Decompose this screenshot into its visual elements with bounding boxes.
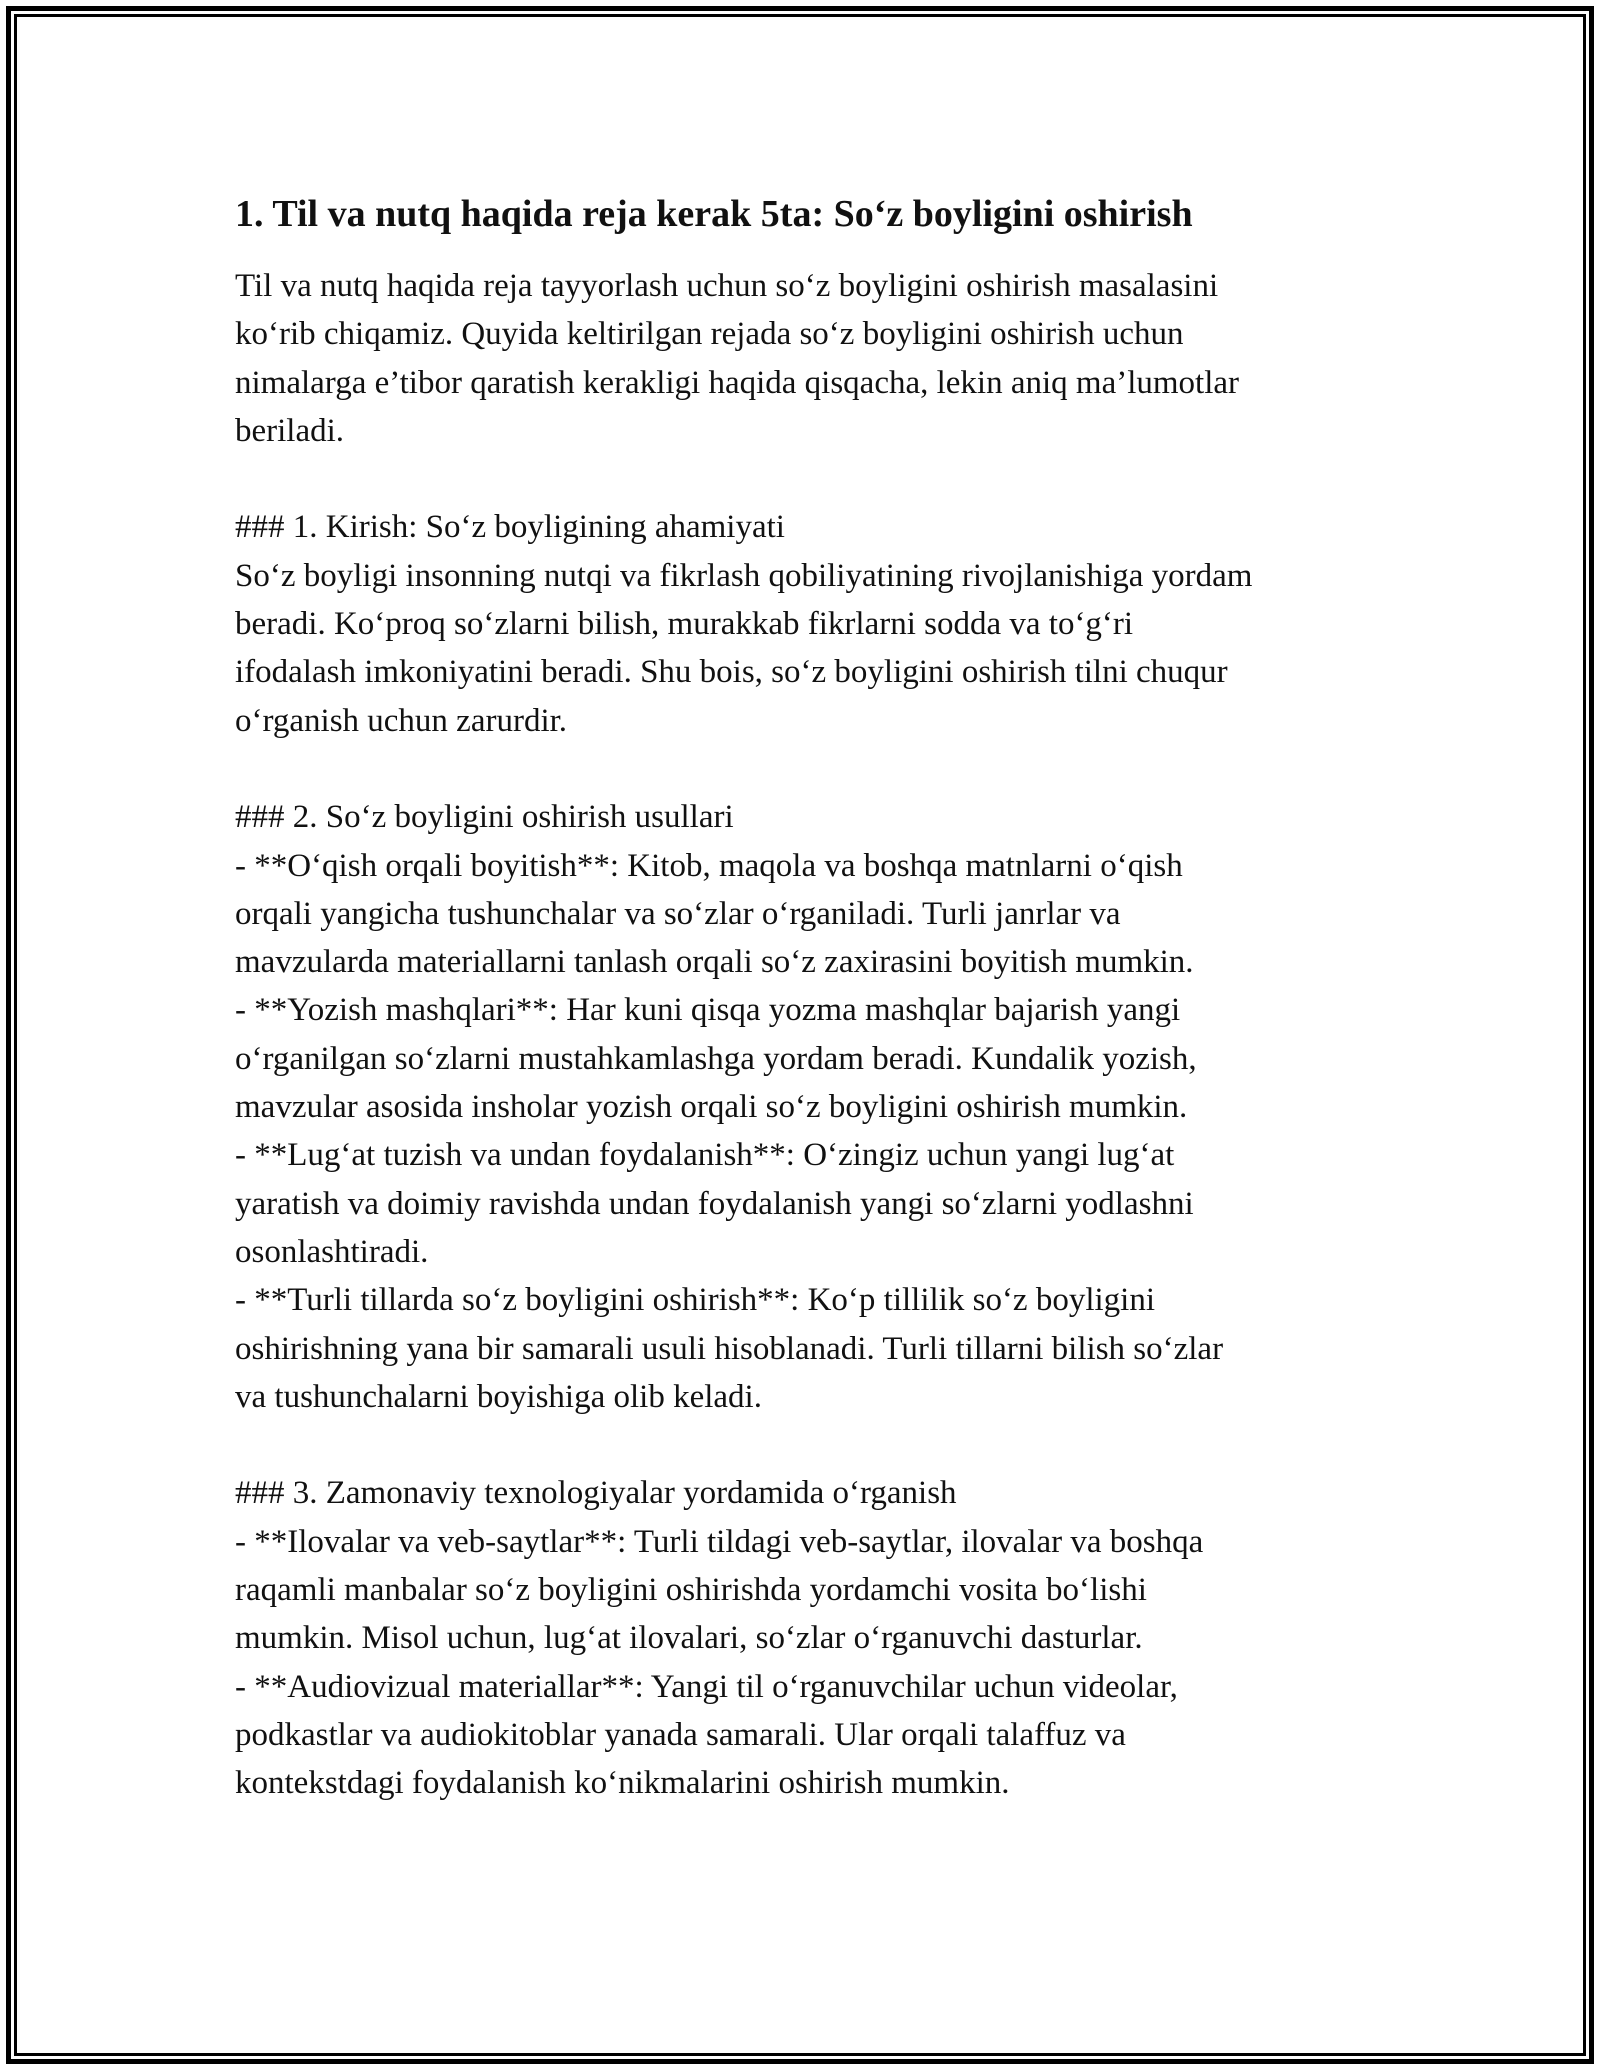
section-2: ### 2. So‘z boyligini oshirish usullari - **O‘qish orqali boyitish**: Kitob, maqola va boshqa matnlarni o‘qish orqali yangicha tushunchalar va so‘zlar o‘rganiladi. Turli janrlar va mavzularda materiallarni tanlash orqali so‘z zaxirasini boyitish mumkin. - **Yozish mashqlari**: Har kuni qisqa yozma mashqlar bajarish yangi o‘rganilgan so‘zlarni mustahkamlashga yordam beradi. Kundalik yozish, mavzular asosida insholar yozish orqali so‘z boyligini oshirish mumkin. - **Lug‘at tuzish va undan foydalanish**: O‘zingiz uchun yangi lug‘at yaratish va doimiy ravishda undan foydalanish yangi so‘zlarni yodlashni osonlashtiradi. - **Turli tillarda so‘z boyligini oshirish**: Ko‘p tillilik so‘z boyligini oshirishning yana bir samarali usuli hisoblanadi. Turli tillarni bilish so‘zlar va tushunchalarni boyishiga olib keladi. bbox=[235, 799, 1224, 1415]
document-body bbox=[235, 190, 1370, 1808]
spacer-line bbox=[235, 745, 1370, 793]
document-title: 1. Til va nutq haqida reja kerak 5ta: So‘z boyligini oshirish bbox=[235, 193, 1193, 235]
spacer-line bbox=[235, 455, 1370, 503]
section-3: ### 3. Zamonaviy texnologiyalar yordamida o‘rganish - **Ilovalar va veb-saytlar**: Turli tildagi veb-saytlar, ilovalar va boshqa raqamli manbalar so‘z boyligini oshirishda yordamchi vosita bo‘lishi mumkin. Misol uchun, lug‘at ilovalari, so‘zlar o‘rganuvchi dasturlar. - **Audiovizual materiallar**: Yangi til o‘rganuvchilar uchun videolar, podkastlar va audiokitoblar yanada samarali. Ular orqali talaffuz va kontekstdagi foydalanish ko‘nikmalarini oshirish mumkin. bbox=[235, 1475, 1204, 1802]
intro-paragraph: Til va nutq haqida reja tayyorlash uchun so‘z boyligini oshirish masalasini ko‘rib chiqamiz. Quyida keltirilgan rejada so‘z boyligini oshirish uchun nimalarga e’tibor qaratish kerakligi haqida qisqacha, lekin aniq ma’lumotlar beriladi. bbox=[235, 268, 1240, 449]
spacer-line bbox=[235, 1421, 1370, 1469]
section-1: ### 1. Kirish: So‘z boyligining ahamiyati So‘z boyligi insonning nutqi va fikrlash qobiliyatining rivojlanishiga yordam beradi. Ko‘proq so‘zlarni bilish, murakkab fikrlarni sodda va to‘g‘ri ifodalash imkoniyatini beradi. Shu bois, so‘z boyligini oshirish tilni chuqur o‘rganish uchun zarurdir. bbox=[235, 509, 1253, 739]
